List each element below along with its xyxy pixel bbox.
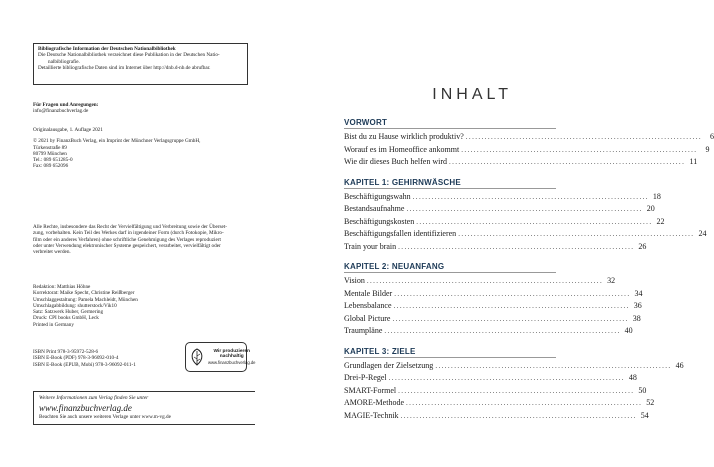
entry-title: Global Picture (344, 313, 391, 323)
biblio-line: Detaillierte bibliografische Daten sind im Internet über http://dnb.d-nb.de abrufbar. (38, 64, 211, 71)
toc-entry (344, 325, 633, 338)
entry-page: 32 (607, 276, 616, 285)
toc-entry (344, 203, 655, 216)
table-of-contents (344, 118, 714, 431)
entry-title: Bist du zu Hause wirklich produktiv? (344, 132, 464, 141)
rights-line: oder unter Verwendung elektronischer Systeme gespeichert, verarbeitet, vervielfältigt oder (33, 242, 221, 249)
entry-title: Lebensbalance (344, 301, 392, 310)
section-heading: KAPITEL 1: GEHIRNWÄSCHE (344, 178, 556, 189)
entry-page: 6 (710, 132, 714, 141)
website-intro: Weitere Informationen zum Verlag finden Sie unter (39, 395, 149, 401)
rights-line: Alle Rechte, insbesondere das Recht der Vervielfältigung und Verbreitung sowie der Überset- (33, 224, 227, 230)
entry-title: Drei-P-Regel (344, 373, 387, 382)
toc-entry (344, 216, 665, 229)
entry-page: 54 (640, 410, 649, 420)
dot-leader: ........................................................................... (406, 399, 643, 407)
dot-leader: ........................................................................... (388, 374, 625, 382)
entry-page: 38 (632, 313, 641, 323)
dot-leader: ........................................................................... (400, 411, 637, 420)
imprint-page (0, 0, 300, 467)
entry-page: 52 (646, 398, 655, 407)
toc-section (344, 346, 684, 423)
rights-line: film oder ein anderes Verfahren) ohne schriftliche Genehmigung des Verlages reproduziert (33, 236, 221, 243)
credit-line: Redaktion: Matthias Höhne (33, 284, 91, 290)
entry-title: Worauf es im Homeoffice ankommt (344, 144, 460, 154)
bibliographic-info-box (33, 43, 248, 85)
entry-title: MAGIE-Technik (344, 410, 399, 420)
entry-title: SMART-Formel (344, 385, 397, 395)
dot-leader: ........................................................................... (398, 386, 635, 395)
badge-line: nachhaltig (219, 354, 244, 360)
dot-leader: ........................................................................... (384, 327, 621, 335)
toc-entry (344, 397, 655, 410)
entry-title: Beschäftigungskosten (344, 216, 415, 226)
website-footer: Beachten Sie auch unsere weiteren Verlage unter www.m-vg.de (39, 414, 171, 421)
section-heading: KAPITEL 2: NEUANFANG (344, 262, 556, 273)
contact-block (33, 102, 263, 115)
toc-entry (344, 131, 714, 144)
toc-entry (344, 410, 649, 423)
section-heading: VORWORT (344, 118, 556, 129)
entry-page: 36 (633, 301, 642, 310)
dot-leader: ........................................................................... (394, 289, 631, 298)
entry-page: 46 (675, 360, 684, 370)
isbn-line: ISBN E-Book (EPUB, Mobi) 978-3-96092-011-1 (33, 361, 136, 368)
credit-line: Korrektorat: Maike Specht, Christine Reißberger (33, 290, 135, 297)
address-line: Türkenstraße 89 (33, 144, 67, 151)
address-line: 80799 München (33, 150, 67, 157)
toc-entry (344, 300, 642, 313)
credit-line: Satz: Satzwerk Huber, Germering (33, 309, 104, 316)
dot-leader: ........................................................................... (392, 314, 629, 323)
toc-title: INHALT (432, 86, 512, 103)
rights-line: verbreitet werden. (33, 249, 71, 256)
credit-line: Umschlagabbildung: shutterstock/Vik10 (33, 302, 117, 309)
dot-leader: ........................................................................... (465, 133, 703, 141)
dot-leader: ........................................................................... (461, 145, 698, 154)
toc-entry (344, 360, 684, 373)
leaf-icon (189, 348, 205, 366)
entry-title: Train your brain (344, 241, 397, 251)
toc-section (344, 177, 707, 254)
biblio-line: nalbibliografie. (48, 58, 80, 65)
copyright-line: © 2021 by FinanzBuch Verlag, ein Imprint der Münchner Verlagsgruppe GmbH, (33, 138, 201, 145)
website-url: www.finanzbuchverlag.de (39, 403, 132, 414)
entry-page: 9 (705, 144, 710, 154)
credits-block (33, 284, 263, 328)
toc-entry (344, 275, 616, 288)
entry-page: 40 (624, 326, 633, 335)
dot-leader: ........................................................................... (412, 192, 649, 201)
toc-section (344, 118, 714, 169)
biblio-line: Die Deutsche Nationalbibliothek verzeichnet diese Publikation in der Deutschen Natio- (38, 52, 220, 59)
entry-title: Mentale Bilder (344, 288, 393, 298)
badge-url: www.finanzbuchverlag.de (208, 359, 256, 365)
toc-entry (344, 241, 647, 254)
entry-page: 50 (638, 385, 647, 395)
fax: Fax: 089 652096 (33, 163, 69, 170)
dot-leader: ........................................................................... (458, 230, 695, 238)
toc-section (344, 262, 643, 338)
dot-leader: ........................................................................... (435, 361, 672, 370)
dot-leader: ........................................................................... (393, 302, 630, 310)
toc-entry (344, 372, 637, 385)
dot-leader: ........................................................................... (366, 277, 604, 285)
entry-title: Traumpläne (344, 326, 383, 335)
publisher-block (33, 127, 263, 170)
toc-entry (344, 385, 647, 398)
credit-line: Druck: CPI books GmbH, Leck (33, 315, 99, 322)
toc-entry (344, 313, 641, 326)
toc-entry (344, 228, 707, 241)
original-edition: Originalausgabe, 1. Auflage 2021 (33, 127, 103, 133)
dot-leader: ........................................................................... (406, 205, 643, 213)
badge-text (208, 349, 256, 366)
dot-leader: ........................................................................... (416, 217, 653, 226)
entry-page: 11 (689, 157, 698, 166)
entry-title: Beschäftigungsfallen identifizieren (344, 229, 457, 238)
credit-line: Umschlaggestaltung: Pamela Machleidt, München (33, 296, 138, 303)
entry-title: AMORE-Methode (344, 398, 404, 407)
entry-title: Vision (344, 276, 365, 285)
entry-page: 22 (656, 216, 665, 226)
contact-label: Für Fragen und Anregungen: (33, 102, 99, 108)
telephone: Tel.: 089 651285-0 (33, 157, 73, 164)
rights-notice (33, 224, 263, 255)
credit-line: Printed in Germany (33, 321, 74, 328)
sustainability-badge (185, 342, 256, 372)
entry-title: Grundlagen der Zielsetzung (344, 360, 434, 370)
dot-leader: ........................................................................... (398, 242, 635, 251)
entry-title: Beschäftigungswahn (344, 191, 411, 201)
toc-entry (344, 191, 661, 204)
toc-entry (344, 156, 698, 169)
entry-title: Bestandsaufnahme (344, 204, 405, 213)
contact-email: info@finanzbuchverlag.de (33, 108, 89, 115)
entry-page: 26 (638, 241, 647, 251)
entry-page: 24 (698, 229, 707, 238)
entry-title: Wie dir dieses Buch helfen wird (344, 157, 447, 166)
rights-line: zung, vorbehalten. Kein Teil des Werkes darf in irgendeiner Form (durch Fotokopie, Mikro- (33, 230, 224, 237)
dot-leader: ........................................................................... (448, 158, 686, 166)
entry-page: 20 (646, 204, 655, 213)
toc-entry (344, 144, 710, 157)
isbn-line: ISBN Print 978-3-95972-528-6 (33, 349, 99, 355)
isbn-line: ISBN E-Book (PDF) 978-3-96092-010-4 (33, 355, 119, 362)
website-box (33, 391, 255, 425)
biblio-title: Bibliografische Information der Deutschen Nationalbibliothek (38, 46, 176, 52)
entry-page: 48 (628, 373, 637, 382)
entry-page: 34 (634, 288, 643, 298)
section-heading: KAPITEL 3: ZIELE (344, 347, 556, 358)
badge-line: Wir produzieren (213, 348, 250, 354)
entry-page: 18 (652, 191, 661, 201)
toc-entry (344, 288, 643, 301)
